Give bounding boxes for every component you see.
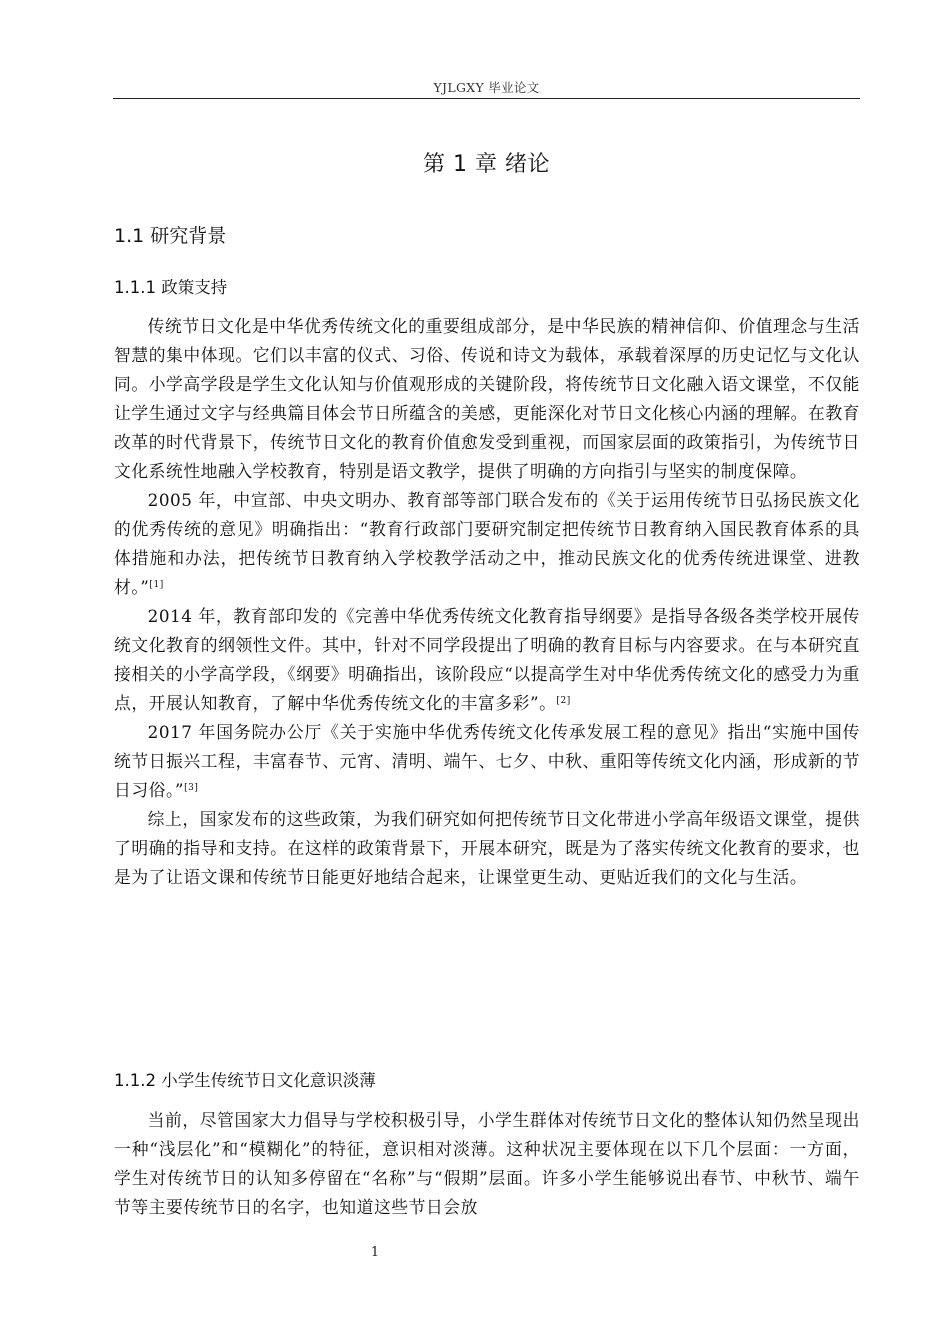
- subsection-body-1-1-2: [114, 1106, 860, 1222]
- paragraph: [114, 486, 860, 602]
- subsection-heading-1-1-2: 1.1.2 小学生传统节日文化意识淡薄: [114, 1071, 376, 1090]
- section-heading-1-1: 1.1 研究背景: [114, 225, 227, 247]
- page-number: 1: [370, 1245, 380, 1260]
- subsection-body-1-1-1: [114, 312, 860, 892]
- running-header: YJLGXY 毕业论文: [433, 80, 540, 95]
- paragraph-text: 2014 年，教育部印发的《完善中华优秀传统文化教育指导纲要》是指导各级各类学校开展传统文化教育的纲领性文件。其中，针对不同学段提出了明确的教育目标与内容要求。在与本研究直接相关的小学高学段，《纲要》明确指出，该阶段应“以提高学生对中华优秀传统文化的感受力为重点，开展认知教育，了解中华优秀传统文化的丰富多彩”。: [114, 606, 860, 713]
- citation-marker[interactable]: [2]: [556, 696, 571, 706]
- paragraph: [114, 718, 860, 805]
- paragraph: [114, 602, 860, 718]
- paragraph-text: 当前，尽管国家大力倡导与学校积极引导，小学生群体对传统节日文化的整体认知仍然呈现出一种“浅层化”和“模糊化”的特征，意识相对淡薄。这种状况主要体现在以下几个层面：一方面，学生对传统节日的认知多停留在“名称”与“假期”层面。许多小学生能够说出春节、中秋节、端午节等主要传统节日的名字，也知道这些节日会放: [114, 1110, 860, 1217]
- header-rule: [113, 98, 860, 99]
- citation-marker[interactable]: [3]: [184, 783, 199, 793]
- paragraph-text: 综上，国家发布的这些政策，为我们研究如何把传统节日文化带进小学高年级语文课堂，提供了明确的指导和支持。在这样的政策背景下，开展本研究，既是为了落实传统文化教育的要求，也是为了让语文课和传统节日能更好地结合起来，让课堂更生动、更贴近我们的文化与生活。: [114, 809, 860, 887]
- paragraph-text: 2017 年国务院办公厅《关于实施中华优秀传统文化传承发展工程的意见》指出“实施中国传统节日振兴工程，丰富春节、元宵、清明、端午、七夕、中秋、重阳等传统文化内涵，形成新的节日习俗。”: [114, 722, 860, 800]
- chapter-title: 第 1 章 绪论: [423, 152, 550, 177]
- citation-marker[interactable]: [1]: [149, 580, 164, 590]
- paragraph-text: 2005 年，中宣部、中央文明办、教育部等部门联合发布的《关于运用传统节日弘扬民族文化的优秀传统的意见》明确指出：“教育行政部门要研究制定把传统节日教育纳入国民教育体系的具体措施和办法，把传统节日教育纳入学校教学活动之中，推动民族文化的优秀传统进课堂、进教材。”: [114, 490, 860, 597]
- paragraph: [114, 805, 860, 892]
- paragraph-text: 传统节日文化是中华优秀传统文化的重要组成部分，是中华民族的精神信仰、价值理念与生活智慧的集中体现。它们以丰富的仪式、习俗、传说和诗文为载体，承载着深厚的历史记忆与文化认同。小学高学段是学生文化认知与价值观形成的关键阶段，将传统节日文化融入语文课堂，不仅能让学生通过文字与经典篇目体会节日所蕴含的美感，更能深化对节日文化核心内涵的理解。在教育改革的时代背景下，传统节日文化的教育价值愈发受到重视，而国家层面的政策指引，为传统节日文化系统性地融入学校教育，特别是语文教学，提供了明确的方向指引与坚实的制度保障。: [114, 316, 860, 481]
- paragraph: [114, 312, 860, 486]
- subsection-heading-1-1-1: 1.1.1 政策支持: [114, 278, 228, 297]
- paragraph: [114, 1106, 860, 1222]
